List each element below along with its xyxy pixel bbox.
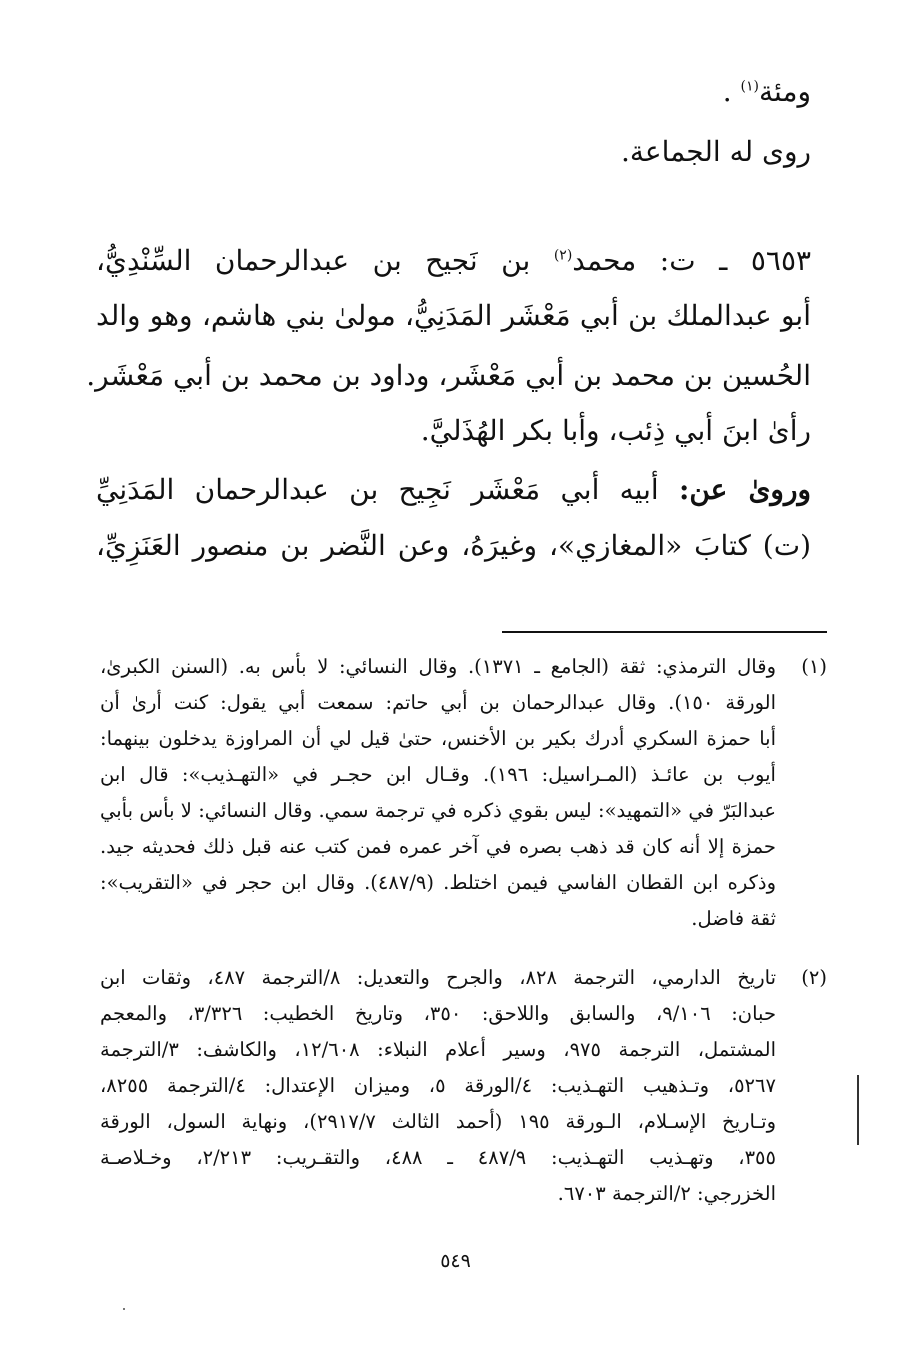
footnote-1-line: حمزة إلا أنه كان قد ذهب بصره في آخر عمره فمن كتب عنه قبل ذلك فحديثه جيد. <box>100 835 776 858</box>
footnote-2-line: ٥٢٦٧، وتـذهيب التهـذيب: ٤/الورقة ٥، وميزان الإعتدال: ٤/الترجمة ٨٢٥٥، <box>100 1074 776 1097</box>
entry-name-rest: بن نَجيح بن عبدالرحمان السِّنْدِيُّ، <box>96 244 531 277</box>
entry-line-4: رأىٰ ابنَ أبي ذِئب، وأبا بكر الهُذَليَّ. <box>420 414 811 447</box>
continuation-word: ومئة <box>759 75 811 108</box>
page-number: ٥٤٩ <box>440 1250 471 1272</box>
footnote-ref-2: (٢) <box>553 247 573 264</box>
continuation-line <box>723 70 811 114</box>
margin-mark <box>857 1075 859 1145</box>
footnote-1-number: (١) <box>801 655 827 678</box>
footnote-2-line: وتـاريخ الإسـلام، الـورقة ١٩٥ (أحمد الثالث ٢٩١٧/٧)، ونهاية السول، الورقة <box>100 1110 776 1133</box>
footnote-divider <box>502 631 827 633</box>
entry-heading-line <box>96 239 811 283</box>
entry-code: ـ ت: <box>659 244 728 277</box>
footnote-1-line: وقال الترمذي: ثقة (الجامع ـ ١٣٧١). وقال النسائي: لا بأس به. (السنن الكبرىٰ، <box>100 655 776 678</box>
footnote-1-line: ثقة فاضل. <box>691 907 776 930</box>
narrated-by-line: روى له الجماعة. <box>620 135 811 168</box>
narrated-from-label: وروىٰ عن: <box>679 473 811 506</box>
footnote-2-line: المشتمل، الترجمة ٩٧٥، وسير أعلام النبلاء: ١٢/٦٠٨، والكاشف: ٣/الترجمة <box>100 1038 776 1061</box>
narrated-from-line <box>96 468 811 512</box>
narrated-from-rest: أبيه أبي مَعْشَر نَجِيح بن عبدالرحمان المَدَنِيِّ <box>96 473 659 506</box>
entry-line-2: أبو عبدالملك بن أبي مَعْشَر المَدَنِيُّ، مولىٰ بني هاشم، وهو والد <box>96 299 811 332</box>
entry-name-start: محمد <box>572 244 637 277</box>
footnote-2-line: تاريخ الدارمي، الترجمة ٨٢٨، والجرح والتعديل: ٨/الترجمة ٤٨٧، وثقات ابن <box>100 966 777 989</box>
footnote-2-line: الخزرجي: ٢/الترجمة ٦٧٠٣. <box>557 1182 776 1205</box>
entry-line-6: (ت) كتابَ «المغازي»، وغيرَهُ، وعن النَّضر بن منصور العَنَزِيِّ، <box>96 529 811 562</box>
footnote-1-line: الورقة ١٥٠). وقال عبدالرحمان بن أبي حاتم: سمعت أبي يقول: كنت أرىٰ أن <box>100 691 776 714</box>
footnote-2-number: (٢) <box>801 966 827 989</box>
continuation-end: . <box>722 75 732 108</box>
scan-speck <box>123 1308 125 1310</box>
footnote-2-line: حبان: ٩/١٠٦، والسابق واللاحق: ٣٥٠، وتاريخ الخطيب: ٣/٣٢٦، والمعجم <box>100 1002 776 1025</box>
footnote-ref-1: (١) <box>740 78 760 95</box>
entry-line-3: الحُسين بن محمد بن أبي مَعْشَر، وداود بن محمد بن أبي مَعْشَر. <box>86 359 811 392</box>
footnote-1-line: أيوب بن عائـذ (المـراسيل: ١٩٦). وقـال ابن حجـر في «التهـذيب»: قال ابن <box>100 763 776 786</box>
footnote-1-line: عبدالبَرّ في «التمهيد»: ليس بقوي ذكره في ترجمة سمي. وقال النسائي: لا بأس بأبي <box>100 799 776 822</box>
entry-number: ٥٦٥٣ <box>750 244 812 277</box>
footnote-1-line: أبا حمزة السكري أدرك بكير بن الأخنس، حتىٰ قيل لي أن المراوزة يدخلون بينهما: <box>100 727 776 750</box>
footnote-1-line: وذكره ابن القطان الفاسي فيمن اختلط. (٤٨٧/٩). وقال ابن حجر في «التقريب»: <box>100 871 776 894</box>
footnote-2-line: ٣٥٥، وتهـذيب التهـذيب: ٤٨٧/٩ ـ ٤٨٨، والتقـريب: ٢/٢١٣، وخـلاصـة <box>100 1146 776 1169</box>
